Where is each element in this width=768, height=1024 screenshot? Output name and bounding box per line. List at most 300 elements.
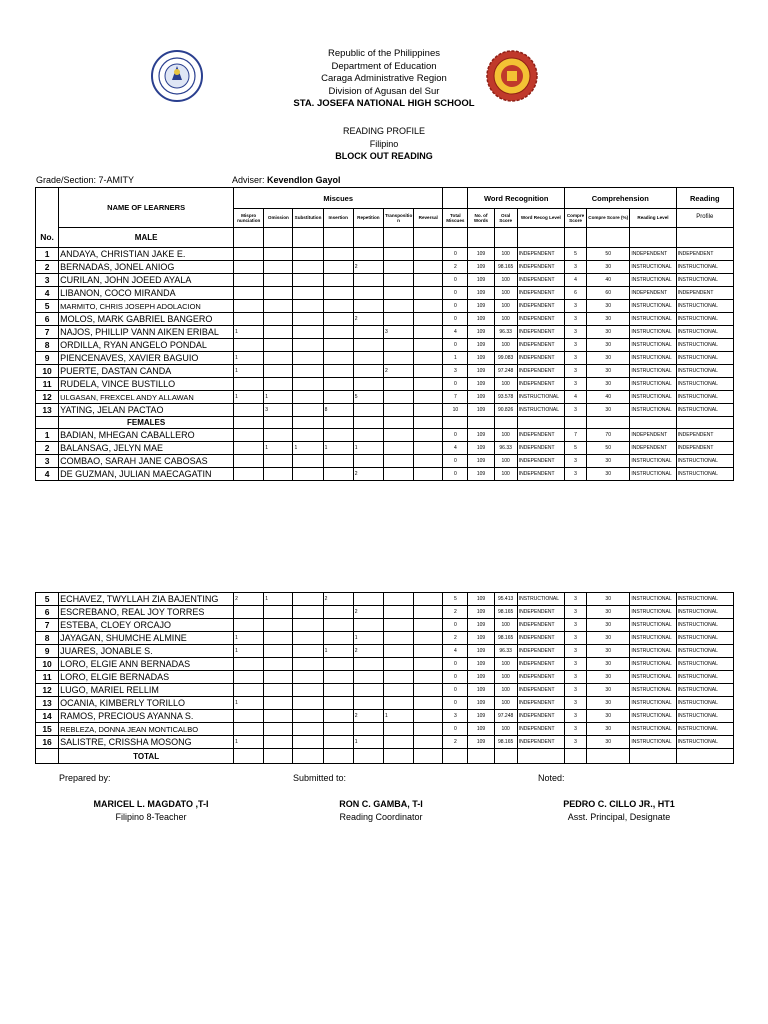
miscue-reversal <box>414 248 443 261</box>
miscue-repetition <box>353 248 383 261</box>
learner-number: 7 <box>36 619 59 632</box>
miscue-substitution <box>293 671 323 684</box>
miscue-transposition <box>383 429 413 442</box>
miscue-mispronunciation <box>234 248 264 261</box>
learner-name: ANDAYA, CHRISTIAN JAKE E. <box>59 248 234 261</box>
learner-row <box>36 378 734 391</box>
learner-row <box>36 723 734 736</box>
row-total-label: TOTAL <box>59 749 234 764</box>
compre-score-pct: 30 <box>587 723 630 736</box>
section-females: FEMALES <box>59 417 234 429</box>
prepared-name: MARICEL L. MAGDATO ,T-I <box>93 799 209 809</box>
reading-level: INSTRUCTIONAL <box>630 313 676 326</box>
miscue-omission <box>264 248 293 261</box>
miscue-mispronunciation: 1 <box>234 632 264 645</box>
learner-name: LORO, ELGIE BERNADAS <box>59 671 234 684</box>
learner-row <box>36 404 734 417</box>
miscue-transposition <box>383 261 413 274</box>
miscue-repetition <box>353 671 383 684</box>
miscue-omission <box>264 352 293 365</box>
oral-score: 100 <box>494 658 517 671</box>
miscue-transposition <box>383 468 413 481</box>
reading-level: INSTRUCTIONAL <box>630 455 676 468</box>
miscue-mispronunciation <box>234 442 264 455</box>
compre-score-pct: 30 <box>587 645 630 658</box>
learner-row <box>36 697 734 710</box>
learner-row <box>36 391 734 404</box>
compre-score: 3 <box>564 593 586 606</box>
miscue-repetition <box>353 593 383 606</box>
learner-name: PUERTE, DASTAN CANDA <box>59 365 234 378</box>
no-of-words: 109 <box>468 606 494 619</box>
learner-number: 9 <box>36 352 59 365</box>
oral-score: 100 <box>494 684 517 697</box>
learner-number: 14 <box>36 710 59 723</box>
miscue-insertion <box>323 248 353 261</box>
word-recog-level: INDEPENDENT <box>517 248 564 261</box>
total-miscues: 1 <box>443 352 468 365</box>
reading-level: INDEPENDENT <box>630 248 676 261</box>
oral-score: 100 <box>494 429 517 442</box>
compre-score-pct: 30 <box>587 339 630 352</box>
miscue-reversal <box>414 352 443 365</box>
document-subtitle <box>0 125 768 163</box>
learner-number: 4 <box>36 468 59 481</box>
school-name: STA. JOSEFA NATIONAL HIGH SCHOOL <box>293 98 475 109</box>
total-miscues: 0 <box>443 274 468 287</box>
learner-row <box>36 455 734 468</box>
col-reading-level: Reading Level <box>630 209 676 228</box>
compre-score: 3 <box>564 606 586 619</box>
word-recog-level: INDEPENDENT <box>517 365 564 378</box>
reading-level: INDEPENDENT <box>630 287 676 300</box>
miscue-reversal <box>414 697 443 710</box>
miscue-repetition <box>353 339 383 352</box>
miscue-omission <box>264 274 293 287</box>
compre-score: 3 <box>564 339 586 352</box>
miscue-transposition <box>383 300 413 313</box>
miscue-omission <box>264 365 293 378</box>
learner-number: 13 <box>36 404 59 417</box>
miscue-repetition <box>353 365 383 378</box>
miscue-substitution <box>293 606 323 619</box>
word-recog-level: INDEPENDENT <box>517 606 564 619</box>
word-recog-level: INDEPENDENT <box>517 287 564 300</box>
no-of-words: 109 <box>468 248 494 261</box>
learner-number: 11 <box>36 378 59 391</box>
col-no-words: No. of Words <box>468 209 494 228</box>
reading-profile: INSTRUCTIONAL <box>676 468 733 481</box>
word-recog-level: INDEPENDENT <box>517 378 564 391</box>
compre-score-pct: 30 <box>587 710 630 723</box>
miscue-insertion: 2 <box>323 593 353 606</box>
word-recog-level: INDEPENDENT <box>517 339 564 352</box>
total-miscues: 0 <box>443 378 468 391</box>
learner-name: BADIAN, MHEGAN CABALLERO <box>59 429 234 442</box>
miscue-mispronunciation: 1 <box>234 352 264 365</box>
learner-name: NAJOS, PHILLIP VANN AIKEN ERIBAL <box>59 326 234 339</box>
miscue-omission <box>264 606 293 619</box>
total-miscues: 0 <box>443 658 468 671</box>
learner-row <box>36 442 734 455</box>
word-recog-level: INDEPENDENT <box>517 697 564 710</box>
learner-name: COMBAO, SARAH JANE CABOSAS <box>59 455 234 468</box>
miscue-transposition <box>383 723 413 736</box>
miscue-omission <box>264 710 293 723</box>
reading-profile: INSTRUCTIONAL <box>676 684 733 697</box>
no-of-words: 109 <box>468 671 494 684</box>
col-comprehension-header: Comprehension <box>564 188 676 209</box>
word-recog-level: INDEPENDENT <box>517 429 564 442</box>
learner-number: 16 <box>36 736 59 749</box>
reading-profile: INSTRUCTIONAL <box>676 697 733 710</box>
subtitle-line-1: READING PROFILE <box>342 126 425 136</box>
learner-number: 8 <box>36 339 59 352</box>
total-miscues: 2 <box>443 606 468 619</box>
miscue-repetition: 1 <box>353 736 383 749</box>
reading-level: INSTRUCTIONAL <box>630 684 676 697</box>
learner-name: ECHAVEZ, TWYLLAH ZIA BAJENTING <box>59 593 234 606</box>
miscue-repetition: 1 <box>353 632 383 645</box>
reading-profile: INSTRUCTIONAL <box>676 619 733 632</box>
learner-number: 9 <box>36 645 59 658</box>
learner-row <box>36 326 734 339</box>
miscue-mispronunciation: 1 <box>234 697 264 710</box>
learner-row <box>36 619 734 632</box>
miscue-omission <box>264 261 293 274</box>
reading-level: INSTRUCTIONAL <box>630 632 676 645</box>
learner-row <box>36 365 734 378</box>
header-line-4: Division of Agusan del Sur <box>328 85 440 97</box>
subtitle-line-3: BLOCK OUT READING <box>335 151 433 161</box>
miscue-insertion <box>323 671 353 684</box>
reading-level: INSTRUCTIONAL <box>630 365 676 378</box>
reading-level: INSTRUCTIONAL <box>630 300 676 313</box>
prepared-role: Filipino 8-Teacher <box>115 812 187 822</box>
no-of-words: 109 <box>468 404 494 417</box>
reading-level: INSTRUCTIONAL <box>630 606 676 619</box>
no-of-words: 109 <box>468 645 494 658</box>
word-recog-level: INDEPENDENT <box>517 710 564 723</box>
compre-score-pct: 30 <box>587 313 630 326</box>
miscue-mispronunciation <box>234 455 264 468</box>
oral-score: 100 <box>494 455 517 468</box>
compre-score: 3 <box>564 300 586 313</box>
learner-number: 12 <box>36 684 59 697</box>
no-of-words: 109 <box>468 736 494 749</box>
miscue-omission <box>264 429 293 442</box>
learner-name: RAMOS, PRECIOUS AYANNA S. <box>59 710 234 723</box>
miscue-omission: 1 <box>264 442 293 455</box>
oral-score: 100 <box>494 723 517 736</box>
col-profile: Profile <box>676 209 733 228</box>
miscue-mispronunciation: 2 <box>234 593 264 606</box>
reading-level: INSTRUCTIONAL <box>630 710 676 723</box>
miscue-substitution <box>293 455 323 468</box>
word-recog-level: INDEPENDENT <box>517 274 564 287</box>
miscue-omission <box>264 684 293 697</box>
miscue-reversal <box>414 723 443 736</box>
miscue-repetition <box>353 619 383 632</box>
miscue-reversal <box>414 300 443 313</box>
miscue-omission <box>264 645 293 658</box>
miscue-omission <box>264 326 293 339</box>
miscue-transposition: 1 <box>383 710 413 723</box>
miscue-transposition <box>383 442 413 455</box>
miscue-omission <box>264 468 293 481</box>
miscue-transposition <box>383 352 413 365</box>
no-of-words: 109 <box>468 723 494 736</box>
total-miscues: 4 <box>443 326 468 339</box>
total-miscues: 0 <box>443 313 468 326</box>
miscue-mispronunciation: 1 <box>234 736 264 749</box>
miscue-mispronunciation <box>234 684 264 697</box>
miscue-repetition <box>353 723 383 736</box>
oral-score: 100 <box>494 287 517 300</box>
learner-number: 5 <box>36 300 59 313</box>
reading-profile: INDEPENDENT <box>676 287 733 300</box>
learner-row <box>36 248 734 261</box>
learner-number: 6 <box>36 606 59 619</box>
learner-name: ESCREBANO, REAL JOY TORRES <box>59 606 234 619</box>
reading-level: INSTRUCTIONAL <box>630 339 676 352</box>
miscue-repetition: 5 <box>353 391 383 404</box>
reading-profile: INSTRUCTIONAL <box>676 736 733 749</box>
miscue-transposition <box>383 606 413 619</box>
miscue-substitution <box>293 723 323 736</box>
compre-score-pct: 30 <box>587 352 630 365</box>
miscue-transposition <box>383 313 413 326</box>
miscue-omission <box>264 697 293 710</box>
oral-score: 98.165 <box>494 261 517 274</box>
learner-number: 2 <box>36 261 59 274</box>
total-miscues: 0 <box>443 455 468 468</box>
col-word-recognition-header: Word Recognition <box>468 188 565 209</box>
learner-number: 4 <box>36 287 59 300</box>
compre-score-pct: 30 <box>587 365 630 378</box>
miscue-insertion <box>323 736 353 749</box>
learner-name: REBLEZA, DONNA JEAN MONTICALBO <box>59 723 234 736</box>
miscue-substitution <box>293 619 323 632</box>
learner-row <box>36 313 734 326</box>
compre-score: 3 <box>564 723 586 736</box>
miscue-reversal <box>414 442 443 455</box>
miscue-omission <box>264 455 293 468</box>
reading-profile: INSTRUCTIONAL <box>676 365 733 378</box>
learner-number: 3 <box>36 274 59 287</box>
learner-number: 10 <box>36 658 59 671</box>
miscue-mispronunciation <box>234 723 264 736</box>
no-of-words: 109 <box>468 593 494 606</box>
no-of-words: 109 <box>468 455 494 468</box>
miscue-reversal <box>414 404 443 417</box>
no-of-words: 109 <box>468 365 494 378</box>
word-recog-level: INDEPENDENT <box>517 632 564 645</box>
compre-score-pct: 70 <box>587 429 630 442</box>
miscue-omission <box>264 619 293 632</box>
reading-profile: INSTRUCTIONAL <box>676 378 733 391</box>
learner-number: 10 <box>36 365 59 378</box>
miscue-repetition <box>353 352 383 365</box>
miscue-mispronunciation: 1 <box>234 391 264 404</box>
col-compre-score: Compre Score <box>564 209 586 228</box>
col-oral-score: Oral Score <box>494 209 517 228</box>
miscue-substitution <box>293 632 323 645</box>
col-reversal: Reversal <box>414 209 443 228</box>
miscue-mispronunciation <box>234 606 264 619</box>
miscue-substitution <box>293 248 323 261</box>
word-recog-level: INDEPENDENT <box>517 313 564 326</box>
miscue-insertion: 1 <box>323 442 353 455</box>
col-miscues-header: Miscues <box>234 188 443 209</box>
word-recog-level: INDEPENDENT <box>517 352 564 365</box>
learner-number: 13 <box>36 697 59 710</box>
oral-score: 96.33 <box>494 645 517 658</box>
no-of-words: 109 <box>468 274 494 287</box>
miscue-substitution <box>293 352 323 365</box>
miscue-substitution <box>293 593 323 606</box>
compre-score: 3 <box>564 404 586 417</box>
word-recog-level: INDEPENDENT <box>517 736 564 749</box>
reading-level: INDEPENDENT <box>630 429 676 442</box>
compre-score-pct: 30 <box>587 404 630 417</box>
miscue-repetition: 2 <box>353 606 383 619</box>
learner-number: 6 <box>36 313 59 326</box>
compre-score-pct: 30 <box>587 619 630 632</box>
miscue-reversal <box>414 671 443 684</box>
miscue-substitution <box>293 468 323 481</box>
compre-score: 3 <box>564 645 586 658</box>
miscue-reversal <box>414 645 443 658</box>
learner-row <box>36 287 734 300</box>
adviser-name: Kevendlon Gayol <box>267 175 341 185</box>
learner-name: LIBANON, COCO MIRANDA <box>59 287 234 300</box>
miscue-substitution <box>293 684 323 697</box>
learner-row <box>36 736 734 749</box>
oral-score: 98.165 <box>494 632 517 645</box>
header-line-2: Department of Education <box>331 60 437 72</box>
miscue-substitution <box>293 404 323 417</box>
miscue-mispronunciation <box>234 468 264 481</box>
compre-score: 3 <box>564 684 586 697</box>
learner-number: 15 <box>36 723 59 736</box>
total-miscues: 0 <box>443 339 468 352</box>
miscue-substitution: 1 <box>293 442 323 455</box>
no-of-words: 109 <box>468 287 494 300</box>
miscue-repetition <box>353 697 383 710</box>
miscue-transposition <box>383 391 413 404</box>
word-recog-level: INDEPENDENT <box>517 442 564 455</box>
no-of-words: 109 <box>468 326 494 339</box>
miscue-substitution <box>293 429 323 442</box>
word-recog-level: INSTRUCTIONAL <box>517 404 564 417</box>
miscue-repetition: 1 <box>353 442 383 455</box>
miscue-reversal <box>414 261 443 274</box>
learner-number: 12 <box>36 391 59 404</box>
noted-label: Noted: <box>538 773 565 783</box>
miscue-reversal <box>414 658 443 671</box>
miscue-mispronunciation <box>234 619 264 632</box>
total-miscues: 0 <box>443 468 468 481</box>
reading-level: INSTRUCTIONAL <box>630 326 676 339</box>
adviser <box>232 175 341 185</box>
reading-profile: INSTRUCTIONAL <box>676 723 733 736</box>
miscue-transposition: 3 <box>383 326 413 339</box>
miscue-repetition: 2 <box>353 710 383 723</box>
miscue-substitution <box>293 287 323 300</box>
reading-profile: INSTRUCTIONAL <box>676 352 733 365</box>
reading-level: INDEPENDENT <box>630 442 676 455</box>
reading-profile: INSTRUCTIONAL <box>676 274 733 287</box>
reading-level: INSTRUCTIONAL <box>630 723 676 736</box>
miscue-insertion <box>323 352 353 365</box>
learner-row <box>36 274 734 287</box>
noted-role: Asst. Principal, Designate <box>567 812 671 822</box>
oral-score: 93.578 <box>494 391 517 404</box>
miscue-insertion <box>323 274 353 287</box>
learner-name: CURILAN, JOHN JOEED AYALA <box>59 274 234 287</box>
word-recog-level: INDEPENDENT <box>517 455 564 468</box>
no-of-words: 109 <box>468 710 494 723</box>
miscue-transposition <box>383 671 413 684</box>
total-miscues: 3 <box>443 365 468 378</box>
reading-profile-table-bottom <box>35 592 734 764</box>
learner-name: ULGASAN, FREXCEL ANDY ALLAWAN <box>59 391 234 404</box>
word-recog-level: INSTRUCTIONAL <box>517 391 564 404</box>
miscue-mispronunciation: 1 <box>234 326 264 339</box>
miscue-substitution <box>293 378 323 391</box>
miscue-reversal <box>414 326 443 339</box>
miscue-reversal <box>414 619 443 632</box>
no-of-words: 109 <box>468 684 494 697</box>
reading-profile: INSTRUCTIONAL <box>676 455 733 468</box>
compre-score: 4 <box>564 274 586 287</box>
compre-score: 5 <box>564 442 586 455</box>
miscue-insertion <box>323 606 353 619</box>
total-miscues: 2 <box>443 261 468 274</box>
miscue-reversal <box>414 274 443 287</box>
no-of-words: 109 <box>468 697 494 710</box>
reading-level: INSTRUCTIONAL <box>630 645 676 658</box>
compre-score-pct: 30 <box>587 593 630 606</box>
miscue-transposition <box>383 455 413 468</box>
total-miscues: 0 <box>443 619 468 632</box>
compre-score: 4 <box>564 391 586 404</box>
miscue-insertion <box>323 391 353 404</box>
learner-name: MARMITO, CHRIS JOSEPH ADOLACION <box>59 300 234 313</box>
learner-name: ESTEBA, CLOEY ORCAJO <box>59 619 234 632</box>
miscue-substitution <box>293 365 323 378</box>
submitted-to-label: Submitted to: <box>293 773 347 783</box>
learner-number: 1 <box>36 248 59 261</box>
learner-row <box>36 300 734 313</box>
learner-row <box>36 339 734 352</box>
miscue-reversal <box>414 378 443 391</box>
total-miscues: 0 <box>443 697 468 710</box>
compre-score-pct: 50 <box>587 248 630 261</box>
miscue-mispronunciation <box>234 710 264 723</box>
miscue-insertion <box>323 365 353 378</box>
reading-level: INSTRUCTIONAL <box>630 619 676 632</box>
miscue-mispronunciation <box>234 287 264 300</box>
oral-score: 97.248 <box>494 710 517 723</box>
miscue-substitution <box>293 658 323 671</box>
submitted-role: Reading Coordinator <box>339 812 423 822</box>
miscue-repetition: 2 <box>353 468 383 481</box>
compre-score-pct: 30 <box>587 697 630 710</box>
compre-score-pct: 30 <box>587 658 630 671</box>
oral-score: 95.413 <box>494 593 517 606</box>
